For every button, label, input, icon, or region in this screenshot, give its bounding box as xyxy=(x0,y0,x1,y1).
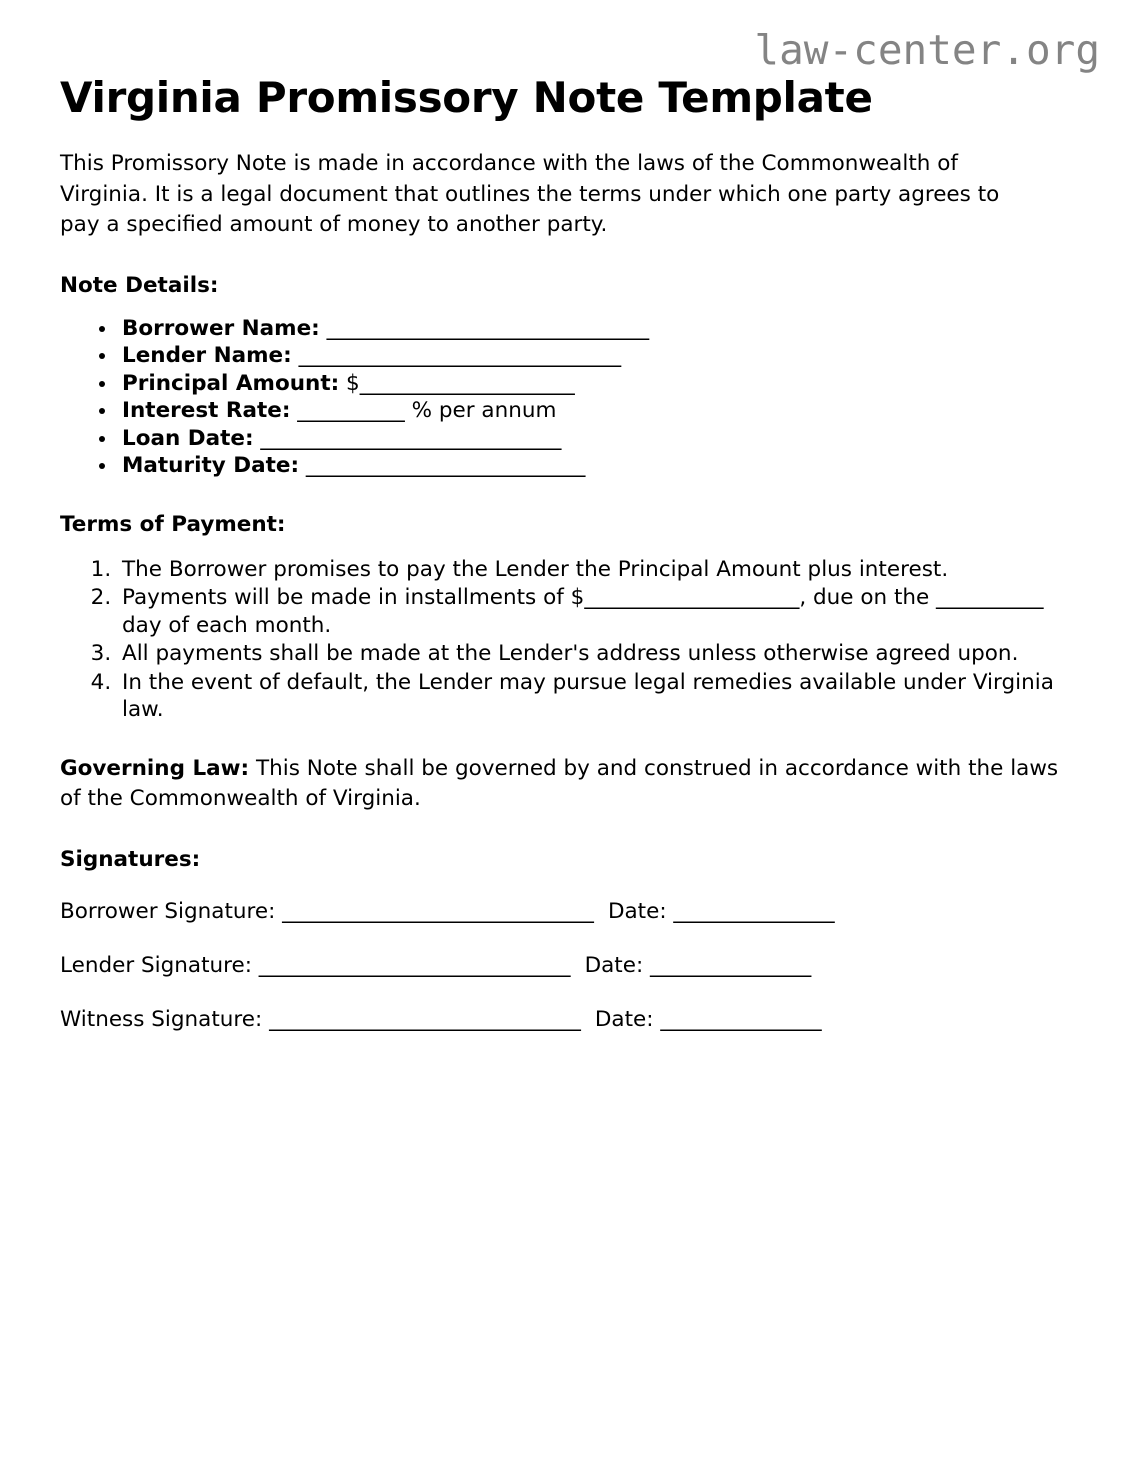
field-blank[interactable]: __________________________ xyxy=(299,453,586,479)
list-item xyxy=(118,397,1073,425)
governing-law-text: This Note shall be governed by and construed in accordance with the laws of the Commonwealth of Virginia. xyxy=(60,755,1059,812)
signature-row-lender xyxy=(60,952,1073,980)
note-details-heading: Note Details: xyxy=(60,272,219,298)
list-item: 4. In the event of default, the Lender may pursue legal remedies available under Virginia law. xyxy=(118,669,1073,724)
signature-row-witness xyxy=(60,1006,1073,1034)
page-title: Virginia Promissory Note Template xyxy=(60,73,873,122)
list-item: 2. Payments will be made in installments of $____________________, due on the __________ day of each month. xyxy=(118,584,1073,639)
signature-blank[interactable]: _____________________________ xyxy=(275,898,594,924)
list-item: 3. All payments shall be made at the Lender's address unless otherwise agreed upon. xyxy=(118,640,1073,668)
governing-law-paragraph xyxy=(60,754,1060,815)
date-blank[interactable]: _______________ xyxy=(653,1006,822,1032)
field-blank[interactable]: ______________________________ xyxy=(319,315,650,341)
signature-label: Witness Signature: xyxy=(60,1006,263,1032)
list-item xyxy=(118,425,1073,453)
terms-of-payment-heading: Terms of Payment: xyxy=(60,511,286,537)
signature-blank[interactable]: _____________________________ xyxy=(251,952,571,978)
field-label: Loan Date: xyxy=(122,425,254,451)
list-item xyxy=(118,452,1073,480)
field-label: Maturity Date: xyxy=(122,453,300,479)
note-details-list xyxy=(60,315,1073,480)
site-watermark: law-center.org xyxy=(754,26,1100,74)
date-blank[interactable]: _______________ xyxy=(666,898,835,924)
signatures-heading: Signatures: xyxy=(60,846,201,872)
field-blank[interactable]: ____________________________ xyxy=(253,425,562,451)
field-blank[interactable]: ______________________________ xyxy=(291,343,622,369)
date-label: Date: xyxy=(584,952,644,978)
signature-row-borrower xyxy=(60,898,1073,926)
date-label: Date: xyxy=(607,898,667,924)
field-blank[interactable]: $____________________ xyxy=(339,370,575,396)
list-item xyxy=(118,370,1073,398)
signature-blank[interactable]: _____________________________ xyxy=(262,1006,581,1032)
signature-label: Lender Signature: xyxy=(60,952,252,978)
terms-of-payment-list xyxy=(60,556,1073,724)
governing-law-label: Governing Law: xyxy=(60,755,250,781)
date-label: Date: xyxy=(594,1006,654,1032)
intro-paragraph: This Promissory Note is made in accordance with the laws of the Commonwealth of Virginia. It is a legal document that outlines the terms under which one party agrees to pay a specified amount of money to another party. xyxy=(60,151,1000,238)
field-suffix: % per annum xyxy=(404,398,557,424)
list-item xyxy=(118,342,1073,370)
list-item: 1. The Borrower promises to pay the Lender the Principal Amount plus interest. xyxy=(118,556,1073,584)
date-blank[interactable]: _______________ xyxy=(643,952,812,978)
field-label: Borrower Name: xyxy=(122,315,320,341)
signature-label: Borrower Signature: xyxy=(60,898,276,924)
field-label: Principal Amount: xyxy=(122,370,340,396)
field-label: Interest Rate: xyxy=(122,398,291,424)
field-label: Lender Name: xyxy=(122,343,292,369)
list-item xyxy=(118,315,1073,343)
field-blank[interactable]: __________ xyxy=(290,398,405,424)
